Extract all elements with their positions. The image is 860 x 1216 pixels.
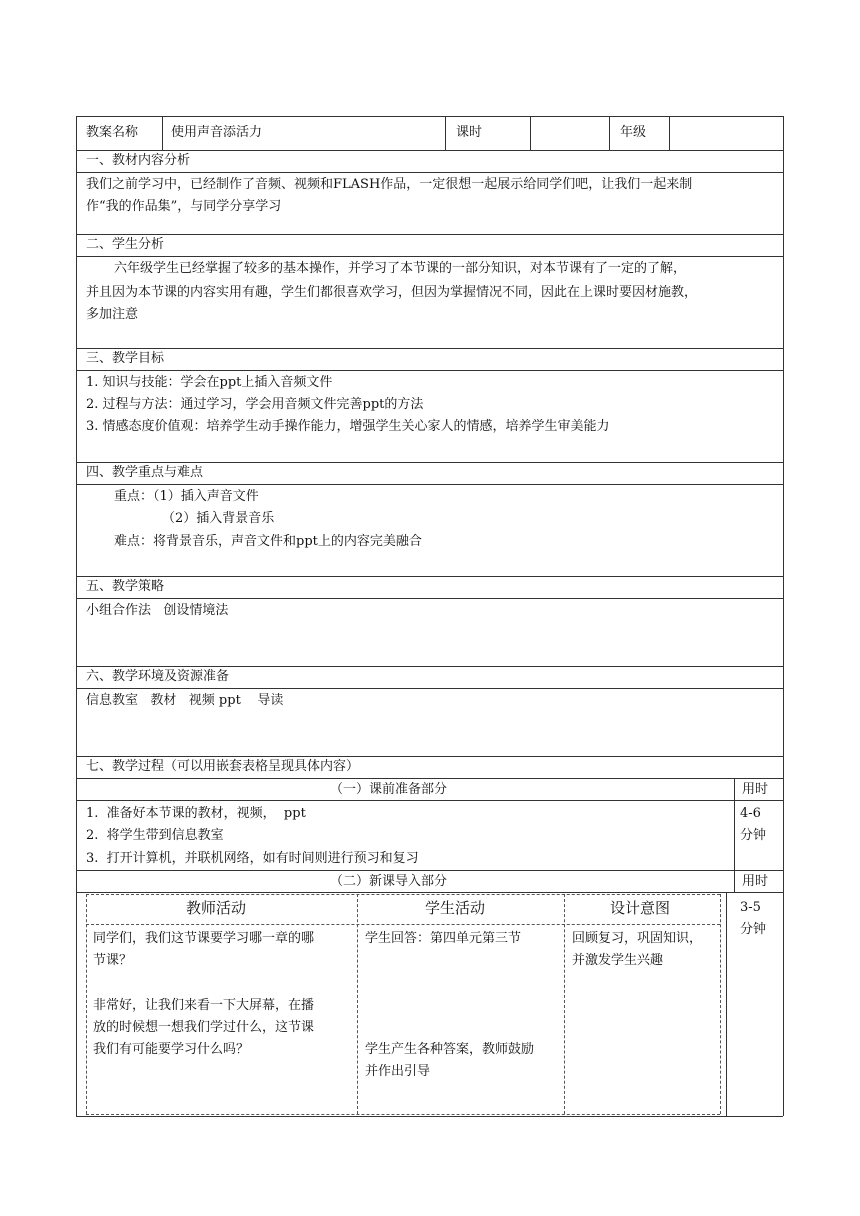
table-rule [76, 172, 783, 173]
lesson-name-value: 使用声音添活力 [171, 125, 263, 140]
teacher-activity-line: 节课？ [93, 953, 133, 968]
part2-title: （二）新课导入部分 [330, 874, 448, 889]
table-rule [530, 116, 531, 150]
teaching-goal-item: 3. 情感态度价值观：培养学生动手操作能力，增强学生关心家人的情感，培养学生审美能力 [86, 419, 610, 434]
table-rule [76, 800, 783, 801]
teacher-activity-line: 非常好，让我们来看一下大屏幕，在播 [93, 998, 315, 1013]
nested-table-rule [86, 894, 720, 895]
material-analysis-line: 我们之前学习中，已经制作了音频、视频和FLASH作品，一定很想一起展示给同学们吧，让我们一起来制 [86, 177, 693, 192]
key-point-line: （2）插入背景音乐 [162, 511, 275, 526]
section-title-material-analysis: 一、教材内容分析 [86, 153, 191, 168]
student-activity-line: 学生回答：第四单元第三节 [365, 931, 522, 946]
student-analysis-line: 六年级学生已经掌握了较多的基本操作，并学习了本节课的一部分知识，对本节课有了一定的了解， [114, 261, 687, 276]
grade-label: 年级 [620, 125, 647, 140]
table-rule [76, 778, 783, 779]
table-rule [76, 1116, 783, 1117]
table-rule [726, 892, 727, 1116]
part1-item: 3. 打开计算机，并联机网络，如有时间则进行预习和复习 [86, 851, 419, 866]
section-title-student-analysis: 二、学生分析 [86, 237, 165, 252]
part1-time-value: 4-6 [740, 806, 761, 821]
part2-time-value: 3-5 [740, 900, 761, 915]
table-rule [609, 116, 610, 150]
teacher-activity-line: 同学们，我们这节课要学习哪一章的哪 [93, 931, 315, 946]
teacher-activity-line: 放的时候想一想我们学过什么，这节课 [93, 1020, 315, 1035]
difficulty-line: 难点：将背景音乐，声音文件和ppt上的内容完美融合 [114, 534, 422, 549]
part1-item: 1. 准备好本节课的教材，视频， ppt [86, 806, 306, 821]
table-rule [76, 688, 783, 689]
part2-time-label: 用时 [742, 874, 769, 889]
table-rule [76, 870, 783, 871]
strategy-line: 小组合作法 创设情境法 [86, 603, 229, 618]
table-rule [76, 484, 783, 485]
table-rule [445, 116, 446, 150]
lesson-name-label: 教案名称 [86, 125, 139, 140]
column-header-teacher: 教师活动 [186, 899, 247, 917]
period-label: 课时 [456, 125, 483, 140]
section-title-key-points: 四、教学重点与难点 [86, 465, 204, 480]
table-border-left [76, 116, 77, 1116]
table-rule [76, 348, 783, 349]
section-title-strategy: 五、教学策略 [86, 579, 165, 594]
table-rule [734, 778, 735, 870]
table-rule [734, 870, 735, 892]
nested-table-rule [86, 1114, 720, 1115]
table-border-right [783, 116, 784, 1116]
section-title-teaching-goals: 三、教学目标 [86, 351, 165, 366]
design-intent-line: 并激发学生兴趣 [572, 953, 664, 968]
teaching-goal-item: 2. 过程与方法：通过学习，学会用音频文件完善ppt的方法 [86, 397, 424, 412]
student-analysis-line: 并且因为本节课的内容实用有趣，学生们都很喜欢学习，但因为掌握情况不同，因此在上课时要因材施教， [86, 285, 698, 300]
nested-table-rule [357, 894, 358, 1114]
key-point-line: 重点：（1）插入声音文件 [114, 489, 259, 504]
part1-item: 2. 将学生带到信息教室 [86, 828, 224, 843]
table-rule [76, 234, 783, 235]
part2-time-unit: 分钟 [740, 922, 767, 937]
table-rule [76, 576, 783, 577]
section-title-teaching-process: 七、教学过程（可以用嵌套表格呈现具体内容） [86, 759, 360, 774]
section-title-environment: 六、教学环境及资源准备 [86, 669, 230, 684]
part1-time-unit: 分钟 [740, 828, 767, 843]
environment-line: 信息教室 教材 视频 ppt 导读 [86, 693, 284, 708]
column-header-student: 学生活动 [425, 899, 486, 917]
student-analysis-line: 多加注意 [86, 307, 139, 322]
table-rule [76, 892, 783, 893]
table-rule [76, 116, 783, 117]
table-rule [669, 116, 670, 150]
table-rule [76, 370, 783, 371]
material-analysis-line: 作“我的作品集”，与同学分享学习 [86, 199, 282, 214]
nested-table-rule [720, 894, 721, 1114]
nested-table-rule [564, 894, 565, 1114]
table-rule [162, 116, 163, 150]
column-header-design: 设计意图 [610, 899, 671, 917]
nested-table-rule [86, 924, 720, 925]
table-rule [76, 598, 783, 599]
table-rule [76, 256, 783, 257]
student-activity-line: 学生产生各种答案，教师鼓励 [365, 1042, 535, 1057]
part1-time-label: 用时 [742, 782, 769, 797]
teaching-goal-item: 1. 知识与技能：学会在ppt上插入音频文件 [86, 375, 333, 390]
part1-title: （一）课前准备部分 [330, 782, 448, 797]
nested-table-rule [86, 894, 87, 1114]
design-intent-line: 回顾复习，巩固知识， [572, 931, 703, 946]
teacher-activity-line: 我们有可能要学习什么吗？ [93, 1042, 250, 1057]
student-activity-line: 并作出引导 [365, 1064, 431, 1079]
